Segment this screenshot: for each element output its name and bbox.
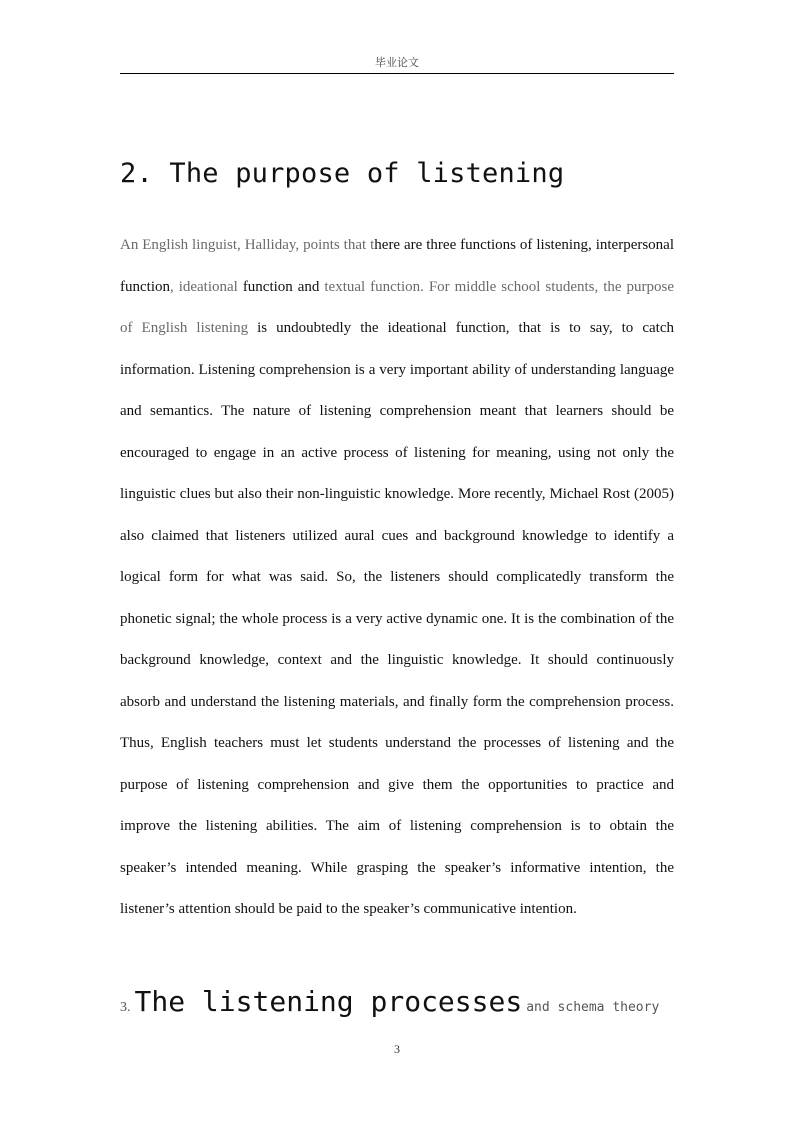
page-number: 3 — [394, 1042, 400, 1056]
body-segment: is undoubtedly the ideational function, that is to say, to catch information. Listening comprehension is a very important ability of understanding language and semantics. The nature of listening comprehension meant that learners should be encouraged to engage in an active process of listening for meaning, using not only the linguistic clues but also their non-linguistic knowledge. More recently, Michael Rost (2005) also claimed that listeners utilized aural cues and background knowledge to identify a logical form for what was said. So, the listeners should complicatedly transform the phonetic signal; the whole process is a very active dynamic one. It is the combination of the background knowledge, context and the linguistic knowledge. It should continuously absorb and understand the listening materials, and finally form the comprehension process. Thus, English teachers must let students understand the processes of listening and the purpose of listening comprehension and give them the opportunities to practice and improve the listening abilities. The aim of listening comprehension is to obtain the speaker’s intended meaning. While grasping the speaker’s informative intention, the listener’s attention should be paid to the speaker’s communicative intention. — [120, 320, 674, 917]
body-segment: textual function. For middle school students, the purpose of English listening — [120, 278, 674, 336]
section-3-heading — [120, 985, 680, 1018]
section-3-subtitle: and schema theory — [526, 1000, 660, 1015]
body-segment: , ideational — [170, 278, 243, 295]
section-3-number: 3. — [120, 1000, 131, 1015]
body-segment: An English linguist, Halliday, points that t — [120, 237, 375, 253]
running-header: 毕业论文 — [375, 56, 419, 69]
section-2-heading: 2. The purpose of listening — [120, 158, 565, 189]
section-2-body — [120, 225, 674, 931]
body-segment: function and — [242, 278, 325, 295]
header-rule — [120, 73, 674, 74]
section-3-title: The listening processes — [134, 985, 523, 1018]
body-segment: here are three functions of listening, interpersonal function — [120, 237, 675, 295]
